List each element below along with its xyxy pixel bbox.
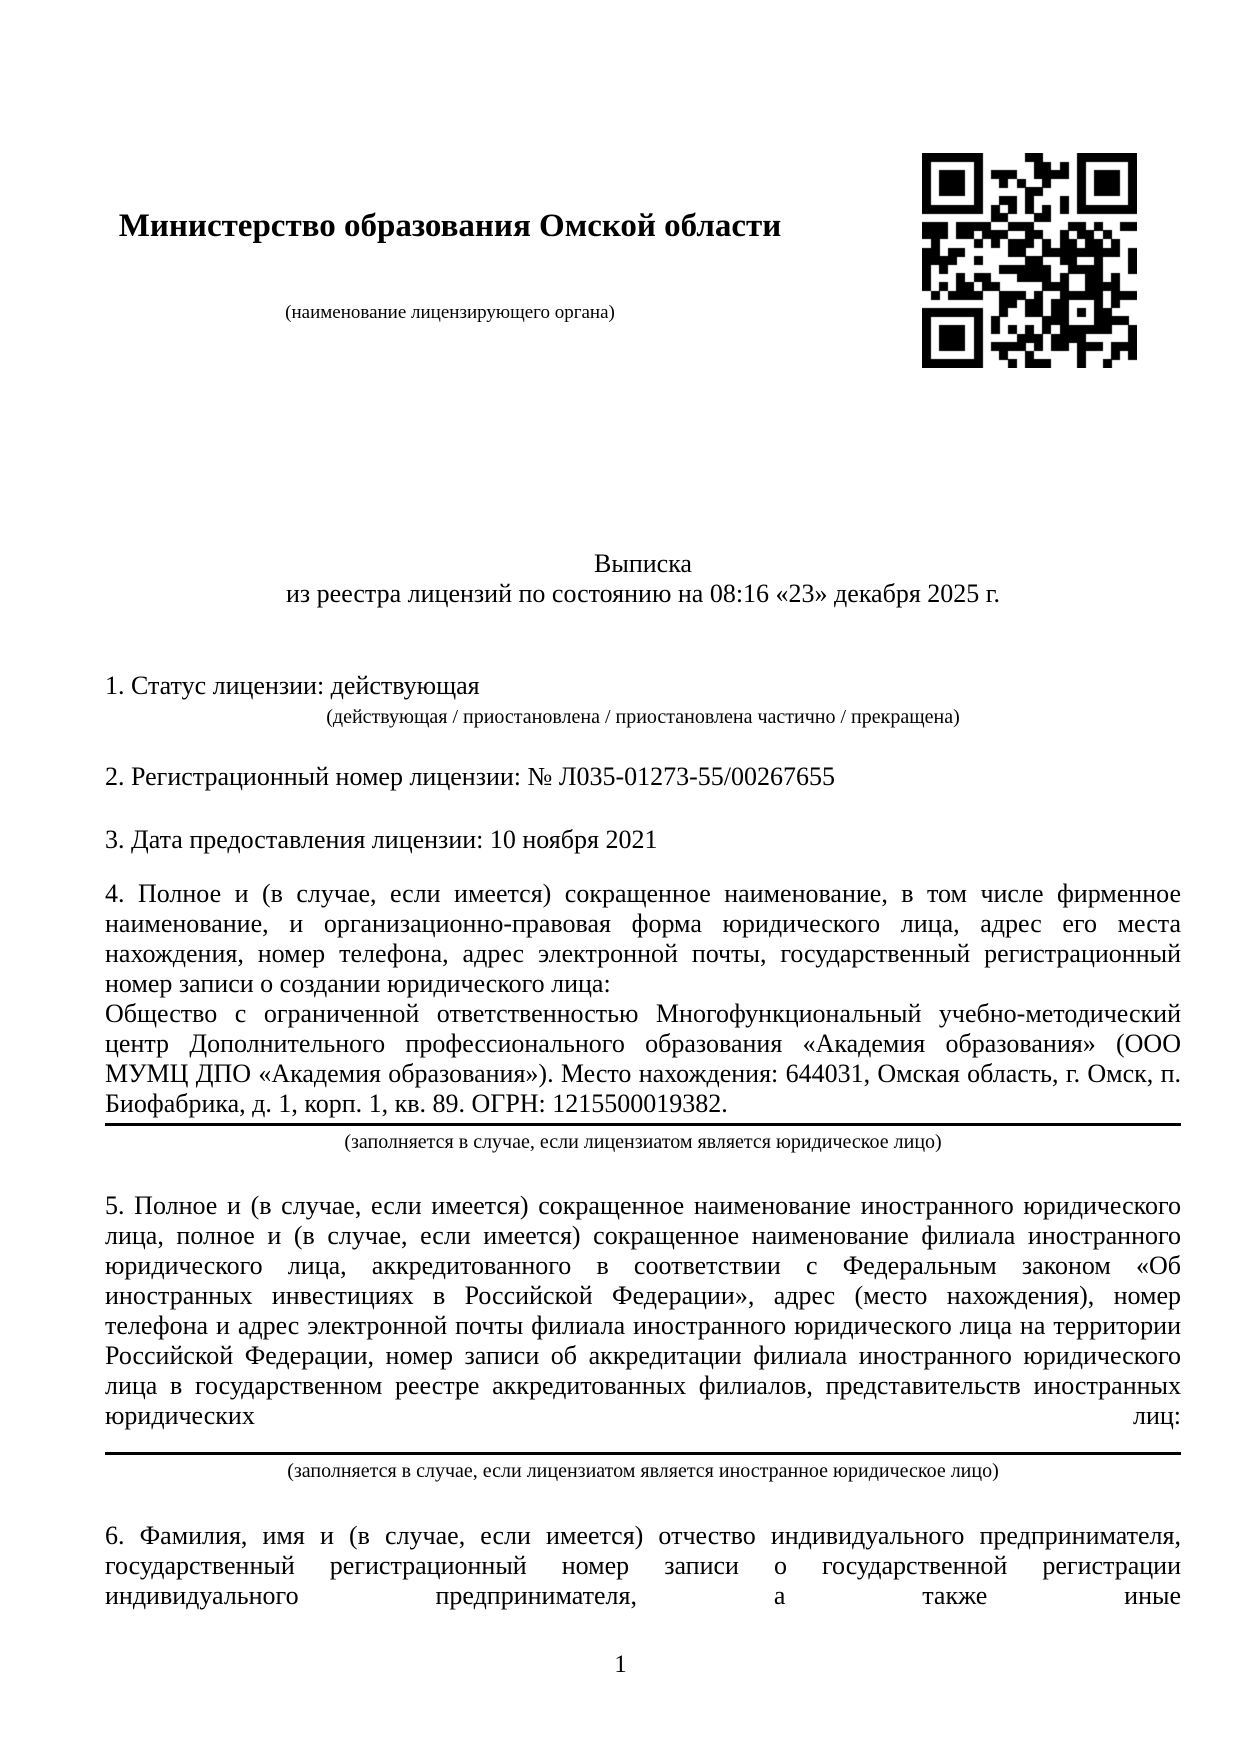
document-body	[105, 549, 1181, 1611]
legal-entity-answer-paragraph: Общество с ограниченной ответственностью Многофункциональный учебно-методический центр Дополнительного профессионального образования «Академия образования» (ООО МУМЦ ДПО «Академия образования»). Место нахождения: 644031, Омская область, г. Омск, п. Биофабрика, д. 1, корп. 1, кв. 89. ОГРН: 1215500019382.	[105, 999, 1181, 1118]
legal-entity-field-underline	[105, 1123, 1181, 1126]
license-status-line: 1. Статус лицензии: действующая	[105, 671, 480, 700]
legal-entity-question-paragraph: 4. Полное и (в случае, если имеется) сокращенное наименование, в том числе фирменное наименование, и организационно-правовая форма юридического лица, адрес его места нахождения, номер телефона, адрес электронной почты, государственный регистрационный номер записи о создании юридического лица:	[105, 879, 1181, 998]
foreign-entity-field-caption: (заполняется в случае, если лицензиатом является иностранное юридическое лицо)	[287, 1460, 999, 1482]
licensing-authority-caption: (наименование лицензирующего органа)	[285, 302, 615, 323]
foreign-entity-question-paragraph: 5. Полное и (в случае, если имеется) сокращенное наименование иностранного юридического лица, полное и (в случае, если имеется) сокращенное наименование филиала иностранного юридического лица, аккредитованного в соответствии с Федеральным законом «Об иностранных инвестициях в Российской Федерации», адрес (место нахождения), номер телефона и адрес электронной почты филиала иностранного юридического лица на территории Российской Федерации, номер записи об аккредитации филиала иностранного юридического лица в государственном реестре аккредитованных филиалов, представительств иностранных юридических лиц:	[105, 1191, 1181, 1430]
license-status-options-caption: (действующая / приостановлена / приостановлена частично / прекращена)	[326, 706, 960, 728]
qr-code-icon	[922, 153, 1137, 368]
legal-entity-field-caption: (заполняется в случае, если лицензиатом является юридическое лицо)	[344, 1131, 942, 1153]
licensing-authority-name: Министерство образования Омской области	[118, 208, 782, 244]
grant-date-line: 3. Дата предоставления лицензии: 10 ноября 2021	[105, 825, 658, 854]
foreign-entity-field-underline	[105, 1452, 1181, 1455]
page-number: 1	[614, 1651, 627, 1678]
document-subtitle: из реестра лицензий по состоянию на 08:16 «23» декабря 2025 г.	[285, 579, 1001, 608]
document-title: Выписка	[594, 549, 692, 578]
entrepreneur-question-paragraph: 6. Фамилия, имя и (в случае, если имеется) отчество индивидуального предпринимателя, государственный регистрационный номер записи о государственной регистрации индивидуального предпринимателя, а также иные	[105, 1521, 1181, 1610]
registration-number-line: 2. Регистрационный номер лицензии: № Л035-01273-55/00267655	[105, 762, 836, 791]
